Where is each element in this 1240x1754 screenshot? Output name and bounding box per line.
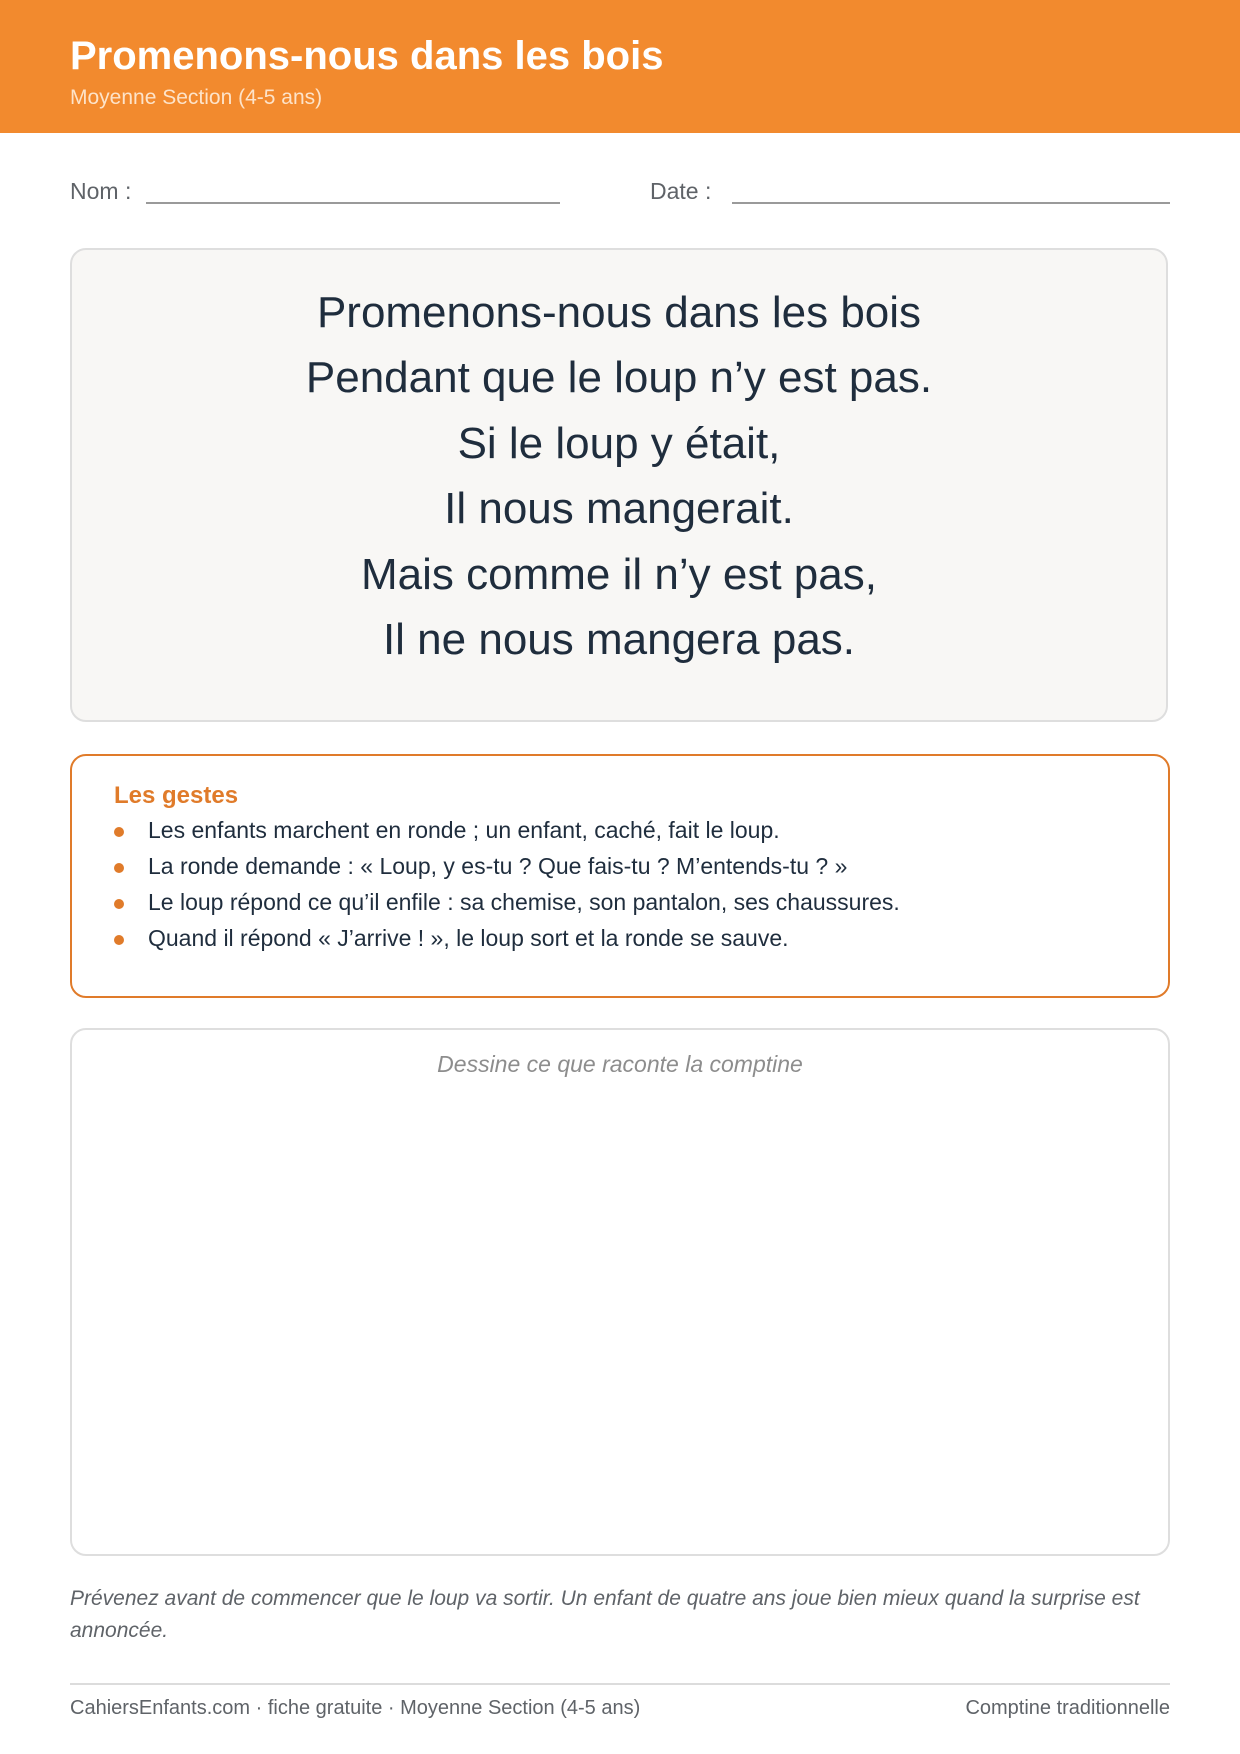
- poem-line: Pendant que le loup n’y est pas.: [305, 353, 933, 403]
- poem-line: Il ne nous mangera pas.: [382, 614, 856, 664]
- poem-line: Promenons-nous dans les bois: [316, 288, 922, 337]
- page-header: [0, 0, 1240, 133]
- drawing-prompt: Dessine ce que raconte la comptine: [437, 1051, 803, 1077]
- teacher-note: Prévenez avant de commencer que le loup va sortir. Un enfant de quatre ans joue bien mieux quand la surprise est annoncée.: [70, 1587, 1140, 1642]
- footer-left: CahiersEnfants.com · fiche gratuite · Moyenne Section (4-5 ans): [70, 1697, 641, 1719]
- poem-box: [70, 248, 1168, 722]
- bullet-icon: [114, 899, 124, 909]
- gestures-title: Les gestes: [114, 782, 239, 809]
- footer-divider: [70, 1683, 1170, 1685]
- page-subtitle: Moyenne Section (4-5 ans): [70, 86, 323, 109]
- name-field[interactable]: [146, 202, 560, 204]
- poem-text: [72, 280, 1166, 672]
- bullet-icon: [114, 827, 124, 837]
- date-label: Date :: [650, 178, 712, 204]
- poem-line: Il nous mangerait.: [444, 484, 794, 534]
- bullet-icon: [114, 863, 124, 873]
- page-title: Promenons-nous dans les bois: [70, 34, 664, 78]
- list-item-text: La ronde demande : « Loup, y es-tu ? Que fais-tu ? M’entends-tu ? »: [148, 853, 848, 879]
- date-field[interactable]: [732, 202, 1170, 204]
- list-item-text: Quand il répond « J’arrive ! », le loup sort et la ronde se sauve.: [148, 925, 789, 951]
- list-item-text: Le loup répond ce qu’il enfile : sa chemise, son pantalon, ses chaussures.: [148, 889, 900, 915]
- bullet-icon: [114, 935, 124, 945]
- name-label: Nom :: [70, 178, 132, 204]
- drawing-area[interactable]: [70, 1028, 1170, 1556]
- footer-right: Comptine traditionnelle: [965, 1697, 1170, 1719]
- poem-line: Si le loup y était,: [457, 418, 781, 468]
- poem-line: Mais comme il n’y est pas,: [361, 549, 877, 599]
- gestures-box: [70, 754, 1170, 998]
- list-item-text: Les enfants marchent en ronde ; un enfant, caché, fait le loup.: [148, 817, 780, 843]
